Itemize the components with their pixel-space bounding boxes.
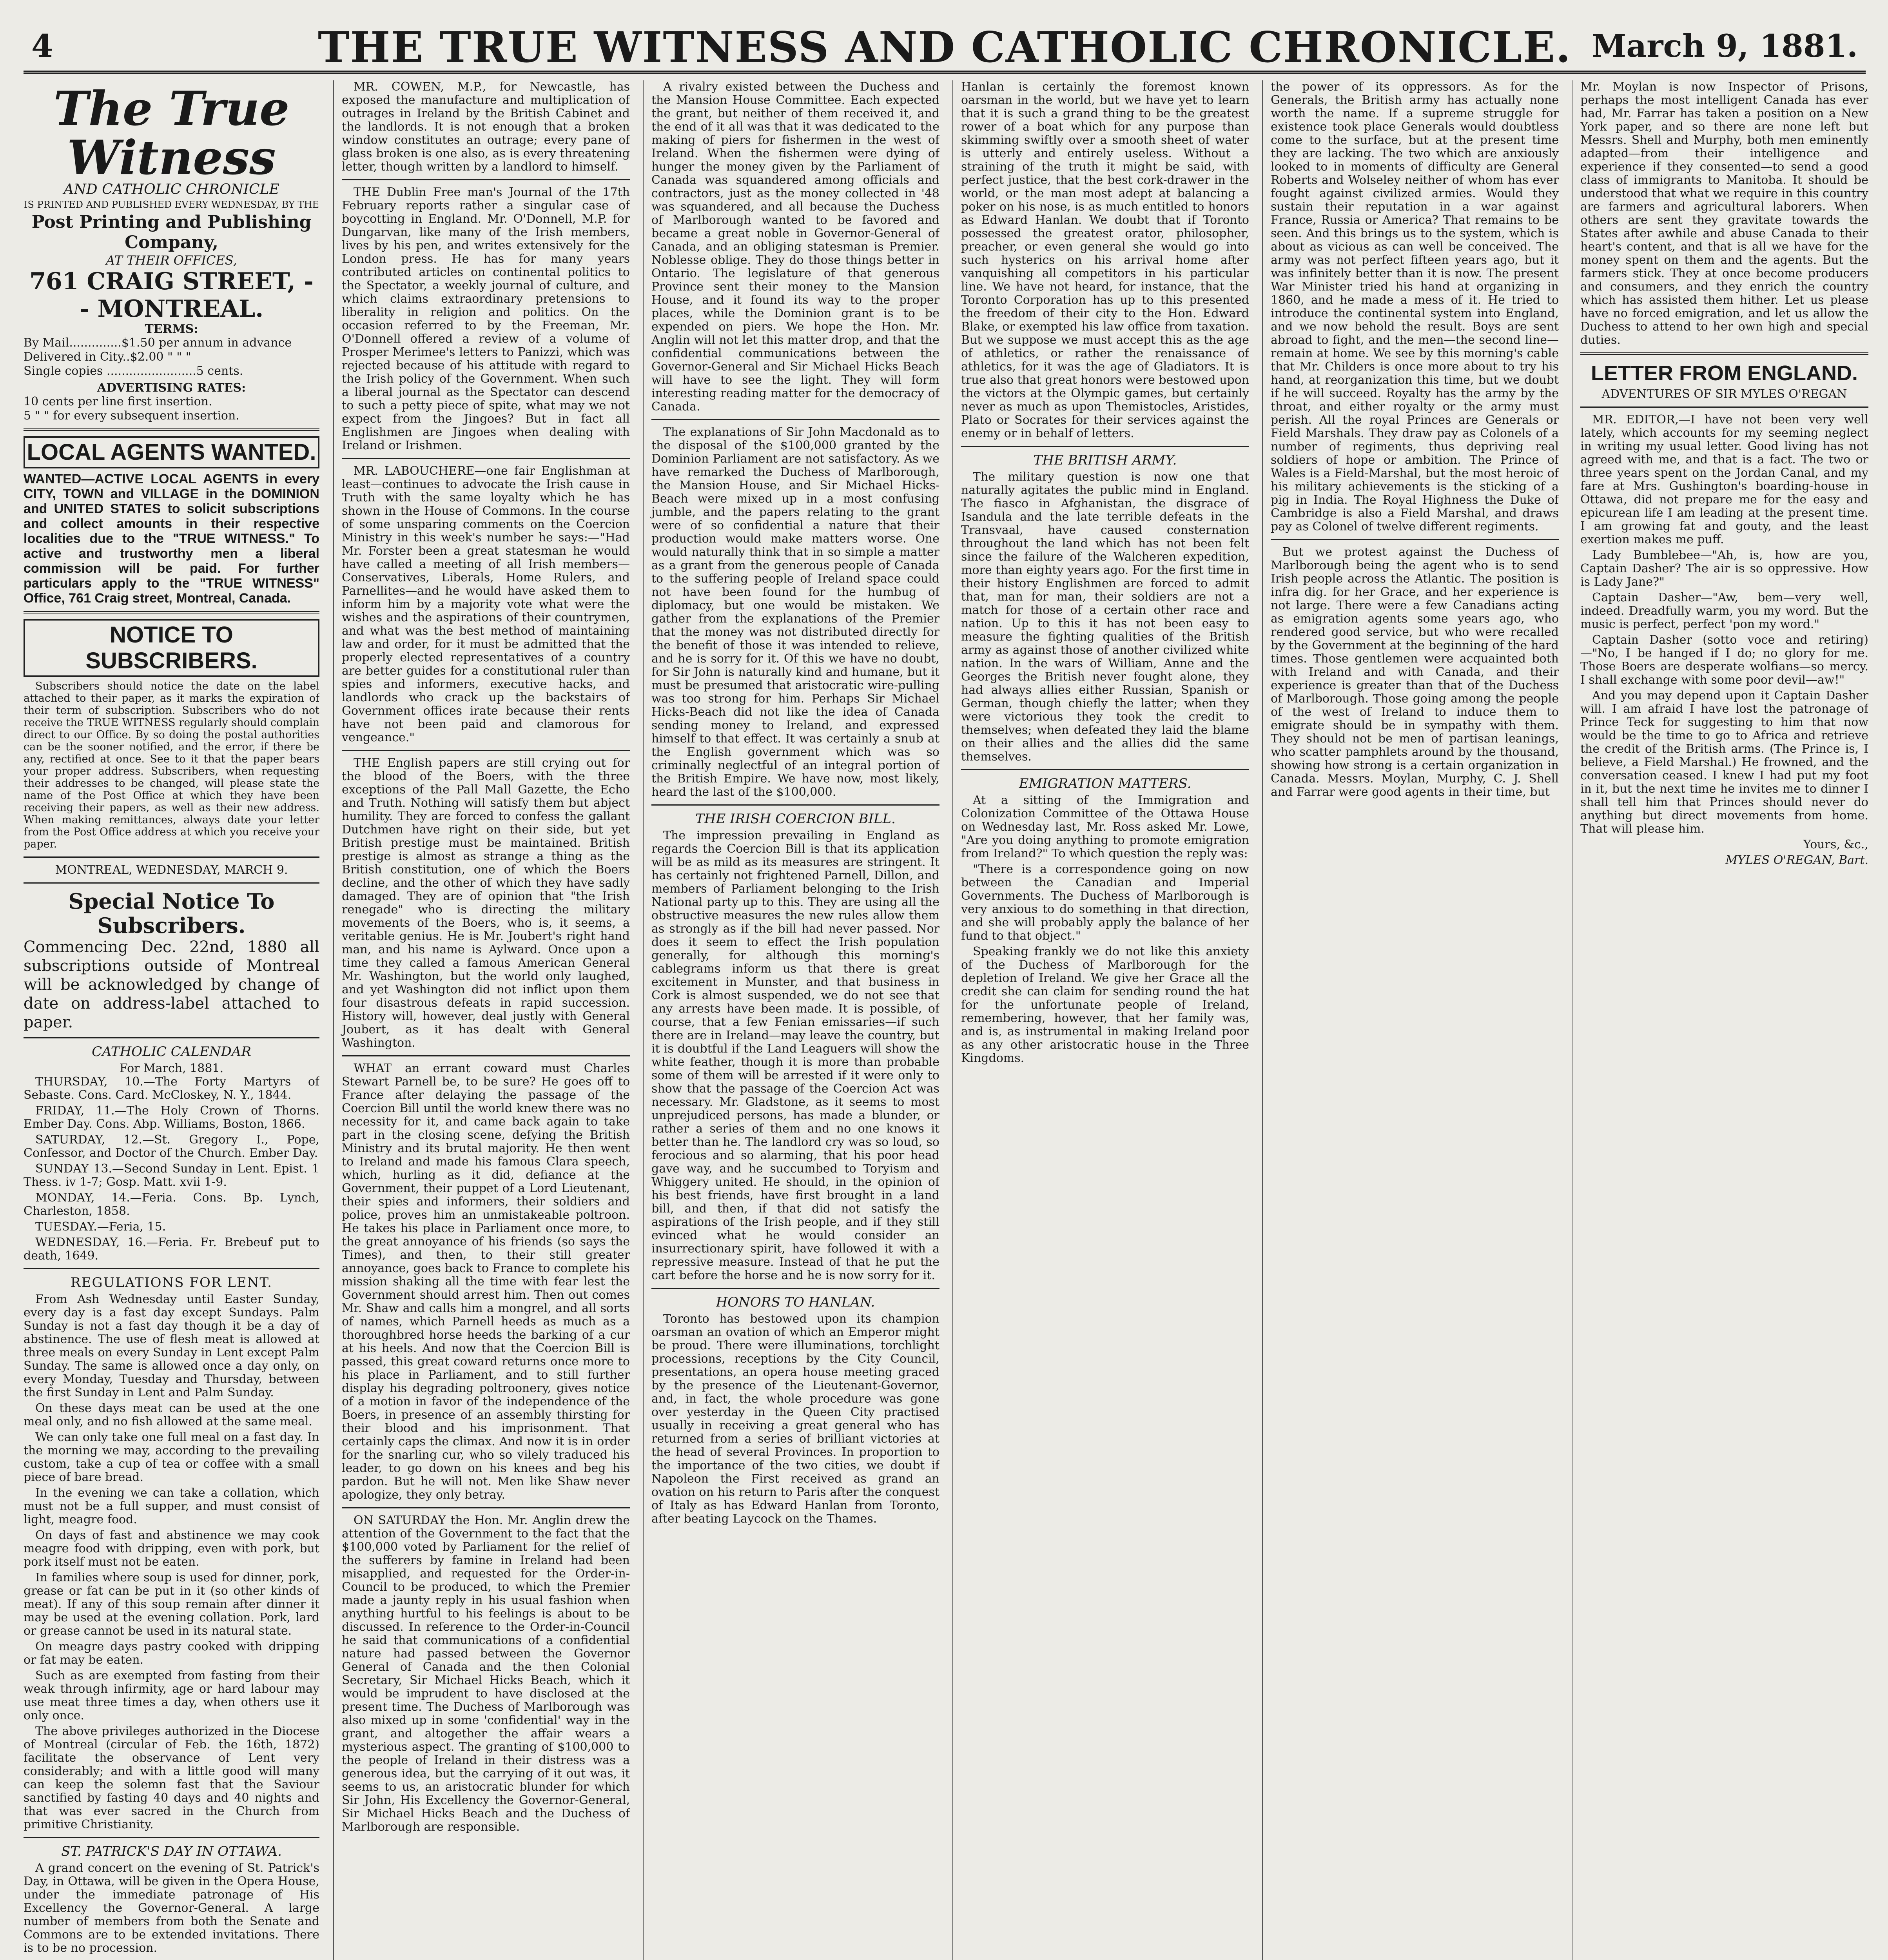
notice-text: Subscribers should notice the date on the label attached to their paper, as it marks the expiration of their term of subscription. Subscribers who do not receive the TRUE WITNESS regularly should complain direct to our Office. By so doing the postal authorities can be the sooner notified, and the error, if there be any, rectified at once. See to it that the paper bears your proper address. Subscribers, when requesting their addresses to be changed, will please state the name of the Post Office at which they have been receiving their papers, as well as their new address. When making remittances, always date your letter from the Post Office address at which you receive your paper.	[24, 680, 319, 850]
divider	[24, 856, 319, 858]
st-patricks-para: A grand concert on the evening of St. Patrick's Day, in Ottawa, will be given in the Opera House, under the immediate patronage of His Excellency the Governor-General. A large number of members from both the Senate and Commons are to be extended invitations. There is to be no procession.	[24, 1861, 319, 1955]
letter-para: MR. EDITOR,—I have not been very well lately, which accounts for my seeming neglect in writing my usual letter. Good living has not agreed with me, and that is a fact. The two or three years spent on the Jordan Canal, and my fare at Mrs. Gushington's boarding-house in Ottawa, did not prepare me for the easy and epicurean life I am leading at the present time. I am growing fat and gouty, and the least exertion makes me puff.	[1580, 413, 1868, 546]
article-para: A rivalry existed between the Duchess and the Mansion House Committee. Each expected the grant, but neither of them received it, and the end of it all was that it was dedicated to the making of piers for fishermen in the west of Ireland. When the fishermen were dying of hunger the money given by the Parliament of Canada was squandered among officials and contractors, just as the money collected in '48 was squandered, and all because the Duchess of Marlborough wanted to be favored and became a great noble in Governor-General of Canada, and an obliging statesman is Premier. Noblesse oblige. They do those things better in Ontario. The legislature of that generous Province sent their money to the Mansion House, and it found its way to the proper places, while the Dominion grant is to be expended on piers. We hope the Hon. Mr. Anglin will not let this matter drop, and that the confidential communications between the Governor-General and Sir Michael Hicks Beach will have to see the light. They will form interesting reading matter for the democracy of Canada.	[651, 80, 939, 414]
regulations-para: The above privileges authorized in the Diocese of Montreal (circular of Feb. the 16th, 1872) facilitate the observance of Lent very considerably; and with a little good will many can keep the solemn fast that the Saviour sanctified by fasting 40 days and 40 nights and that was ever sacred in the Church from primitive Christianity.	[24, 1724, 319, 1831]
column-1	[24, 80, 319, 1960]
local-agents-text: WANTED—ACTIVE LOCAL AGENTS in every CITY, TOWN and VILLAGE in the DOMINION and UNITED STATES to solicit subscriptions and collect amounts in their respective localities due to the "TRUE WITNESS." To active and trustworthy men a liberal commission will be paid. For further particulars apply to the "TRUE WITNESS" Office, 761 Craig street, Montreal, Canada.	[24, 472, 319, 606]
calendar-entry: MONDAY, 14.—Feria. Cons. Bp. Lynch, Charleston, 1858.	[24, 1191, 319, 1218]
columns	[24, 80, 1866, 1960]
letter-subheading: ADVENTURES OF SIR MYLES O'REGAN	[1601, 387, 1847, 401]
letter-signature: MYLES O'REGAN, Bart.	[1725, 853, 1868, 867]
article-para: The explanations of Sir John Macdonald as to the disposal of the $100,000 granted by the Dominion Parliament are not satisfactory. As we have remarked the Duchess of Marlborough, the Mansion House, and Sir Michael Hicks-Beach were mixed up in a most confusing jumble, and the papers relating to the grant were of so confidential a nature that their production would make matters worse. One would naturally think that in so simple a matter as a grant from the generous people of Canada to the suffering people of Ireland space could not have been found for the humbug of diplomacy, but one would be mistaken. We gather from the explanations of the Premier that the money was not distributed directly for the benefit of those it was intended to relieve, and he is sorry for it. Of this we have no doubt, for Sir John is naturally kind and humane, but it must be presumed that aristocratic wire-pulling was too strong for him. Perhaps Sir Michael Hicks-Beach did not like the idea of Canada sending money to Ireland, and expressed himself to that effect. It was certainly a snub at the English government which was so criminally neglectful of an integral portion of the British Empire. We have now, most likely, heard the last of the $100,000.	[651, 425, 939, 799]
masthead-offices: AT THEIR OFFICES,	[106, 253, 237, 268]
dateline: MONTREAL, WEDNESDAY, MARCH 9.	[55, 863, 288, 877]
calendar-entry: SUNDAY 13.—Second Sunday in Lent. Epist. 1 Thess. iv 1-7; Gosp. Matt. xvii 1-9.	[24, 1162, 319, 1189]
letter-para: Lady Bumblebee—"Ah, is, how are you, Captain Dasher? The air is so oppressive. How is Lady Jane?"	[1580, 548, 1868, 589]
divider	[1271, 539, 1559, 540]
calendar-entry: SATURDAY, 12.—St. Gregory I., Pope, Confessor, and Doctor of the Church. Ember Day.	[24, 1133, 319, 1160]
divider	[24, 1837, 319, 1838]
masthead-company: Post Printing and Publishing Company,	[31, 212, 312, 252]
divider	[961, 769, 1249, 770]
local-agents-heading: LOCAL AGENTS WANTED.	[24, 436, 319, 468]
adv-head: ADVERTISING RATES:	[97, 381, 246, 395]
terms-line: By Mail..............$1.50 per annum in advance	[24, 336, 292, 350]
divider	[24, 428, 319, 431]
adv-line: 10 cents per line first insertion.	[24, 395, 212, 408]
calendar-entry: THURSDAY, 10.—The Forty Martyrs of Sebaste. Cons. Card. McCloskey, N. Y., 1844.	[24, 1075, 319, 1102]
regulations-para: In families where soup is used for dinner, pork, grease or fat can be put in it (so other kinds of meat). If any of this soup remain after dinner it may be used at the evening collation. Pork, lard or grease cannot be used in its natural state.	[24, 1571, 319, 1638]
emigration-heading: EMIGRATION MATTERS.	[1019, 776, 1192, 791]
page-number: 4	[31, 27, 53, 64]
article-para: Speaking frankly we do not like this anxiety of the Duchess of Marlborough for the depletion of Ireland. We give her Grace all the credit she can claim for sending round the hat for the unfortunate people of Ireland, remembering, however, that her family was, and is, as instrumental in making Ireland poor as any other aristocratic house in the Three Kingdoms.	[961, 945, 1249, 1065]
letter-closing: Yours, &c.,	[1803, 838, 1868, 851]
article-para: "There is a correspondence going on now between the Canadian and Imperial Governments. The Duchess of Marlborough is very anxious to do something in that direction, and she will probably apply the balance of her fund to that object."	[961, 862, 1249, 943]
divider	[24, 611, 319, 613]
issue-date: March 9, 1881.	[1591, 27, 1858, 64]
column-6	[1572, 80, 1868, 1960]
column-4	[952, 80, 1249, 1960]
column-2	[333, 80, 630, 1960]
hanlan-heading: HONORS TO HANLAN.	[716, 1294, 875, 1310]
column-3	[643, 80, 939, 1960]
divider	[961, 446, 1249, 447]
special-notice-heading: Special Notice To Subscribers.	[68, 889, 275, 938]
calendar-entry: TUESDAY.—Feria, 15.	[35, 1220, 166, 1234]
article-para: the power of its oppressors. As for the Generals, the British army has actually none worth the name. If a supreme struggle for existence took place Generals would doubtless come to the surface, but at the present time they are lacking. The two which are anxiously looked to in moments of difficulty are General Roberts and Wolseley neither of whom has ever fought against civilized armies. Would they sustain their reputation in a war against France, Russia or America? That remains to be seen. And this brings us to the system, which is about as vicious as can well be conceived. The army was not perfect fifteen years ago, but it was infinitely better than it is now. The present War Minister tried his hand at organizing in 1860, and he made a mess of it. He tried to introduce the continental system into England, and we now behold the result. Boys are sent abroad to fight, and the men—the second line—remain at home. We see by this morning's cable that Mr. Childers is once more about to try his hand, at reorganization this time, but we doubt if he will succeed. Royalty has the army by the throat, and either royalty or the army must perish. All the royal Princes are Generals or Field Marshals. They draw pay as Colonels of a number of regiments, thus depriving real soldiers of hope or ambition. The Prince of Wales is a Field-Marshal, but the most heroic of his military achievements is the sticking of a pig in India. The Royal Highness the Duke of Cambridge is also a Field Marshal, and draws pay as Colonel of twelve different regiments.	[1271, 80, 1559, 534]
calendar-entry: WEDNESDAY, 16.—Feria. Fr. Brebeuf put to death, 1649.	[24, 1236, 319, 1263]
divider	[342, 750, 630, 751]
regulations-para: In the evening we can take a collation, which must not be a full supper, and must consist of light, meagre food.	[24, 1486, 319, 1526]
masthead-name: The True Witness	[53, 81, 290, 185]
regulations-para: On these days meat can be used at the one meal only, and no fish allowed at the same meal.	[24, 1401, 319, 1428]
page-header	[24, 16, 1866, 74]
column-5	[1262, 80, 1559, 1960]
divider	[342, 458, 630, 459]
british-army-heading: THE BRITISH ARMY.	[1033, 452, 1177, 468]
article-para: THE Dublin Free man's Journal of the 17th February reports rather a singular case of boycotting in England. Mr. O'Donnell, M.P. for Dungarvan, like many of the Irish members, lives by his pen, and writes extensively for the London press. He has for many years contributed articles on continental politics to the Spectator, a weekly journal of culture, and which claims extraordinary pretensions to liberality in religion and politics. On the occasion referred to by the Freeman, Mr. O'Donnell offered a review of a volume of Prosper Merimee's letters to Panizzi, which was rejected because of his attitude with regard to the Irish policy of the Government. When such a liberal journal as the Spectator can descend to such a petty piece of spite, what may we not expect from the Jingoes? But in fact all Englishmen are Jingoes when dealing with Ireland or Irishmen.	[342, 185, 630, 452]
masthead-subtitle: AND CATHOLIC CHRONICLE	[63, 181, 279, 198]
regulations-para: We can only take one full meal on a fast day. In the morning we may, according to the prevailing custom, take a cup of tea or coffee with a small piece of bare bread.	[24, 1430, 319, 1484]
terms-line: Single copies ........................5 cents.	[24, 364, 243, 378]
article-para: The impression prevailing in England as regards the Coercion Bill is that its application will be as mild as its measures are stringent. It has certainly not frightened Parnell, Dillon, and members of Parliament belonging to the Irish National party up to this. They are using all the obstructive measures the new rules allow them as strongly as if the bill had never passed. Nor does it seem to effect the Irish population generally, for although this morning's cablegrams inform us that there is great excitement in Munster, and that business in Cork is almost suspended, we do not see that any arrests have been made. It is possible, of course, that a few Fenian emissaries—if such there are in Ireland—may leave the country, but it is doubtful if the Land Leaguers will show the white feather, though it is more than probable some of them will be arrested if it were only to show that the passage of the Coercion Act was necessary. Mr. Gladstone, as it seems to most unprejudiced persons, has made a blunder, or rather a series of them and no one knows it better than he. The landlord cry was so loud, so ferocious and so alarming, that his poor head gave way, and he succumbed to Toryism and Whiggery united. He should, in the opinion of his best friends, have first brought in a land bill, and then, if that did not satisfy the aspirations of the Irish people, and if they still evinced what he would consider an insurrectionary spirit, have followed it with a repressive measure. Instead of that he put the cart before the horse and he is now sorry for it.	[651, 829, 939, 1282]
letter-para: Captain Dasher (sotto voce and retiring)—"No, I be hanged if I do; no glory for me. Those Boers are desperate wolfians—so mercy. I shall exchange with some poor devil—aw!"	[1580, 633, 1868, 687]
letter-para: Captain Dasher—"Aw, bem—very well, indeed. Dreadfully warm, you my word. But the music is perfect, perfect 'pon my word."	[1580, 591, 1868, 631]
divider	[1580, 407, 1868, 408]
notice-heading: NOTICE TO SUBSCRIBERS.	[24, 619, 319, 677]
divider	[24, 1268, 319, 1269]
coercion-bill-heading: THE IRISH COERCION BILL.	[695, 811, 896, 827]
letter-heading: LETTER FROM ENGLAND.	[1591, 361, 1858, 385]
article-para: Mr. Moylan is now Inspector of Prisons, perhaps the most intelligent Canada has ever had, Mr. Farrar has taken a position on a New York paper, and so there are none left but Messrs. Shell and Murphy, both men eminently adapted—from their intelligence and experience if they consented—to send a good class of immigrants to Manitoba. It should be understood that what we require in this country are farmers and agricultural laborers. When others are sent they gravitate towards the States after awhile and abuse Canada to their heart's content, and that is all we have for the money spent on them and the agents. But the farmers stick. They at once become producers and consumers, and they enrich the country which has assisted them hither. Let us please have no forced emigration, and let us allow the Duchess to attend to her own high and special duties.	[1580, 80, 1868, 347]
regulations-para: On meagre days pastry cooked with dripping or fat may be eaten.	[24, 1640, 319, 1667]
divider	[342, 179, 630, 180]
calendar-entry: FRIDAY, 11.—The Holy Crown of Thorns. Ember Day. Cons. Abp. Williams, Boston, 1866.	[24, 1104, 319, 1131]
regulations-heading: REGULATIONS FOR LENT.	[71, 1275, 272, 1290]
calendar-heading: CATHOLIC CALENDAR	[92, 1044, 251, 1060]
newspaper-title: THE TRUE WITNESS AND CATHOLIC CHRONICLE.	[318, 23, 1571, 72]
letter-para: And you may depend upon it Captain Dasher will. I am afraid I have lost the patronage of Prince Teck for suggesting to him that now would be the time to go to Africa and retrieve the credit of the British arms. (The Prince is, I believe, a Field Marshal.) He frowned, and the conversation ceased. I knew I had put my foot in it, but the next time he invites me to dinner I shall tell him that Princes should never do anything but direct movements from home. That will please him.	[1580, 689, 1868, 836]
divider	[651, 804, 939, 806]
article-para: The military question is now one that naturally agitates the public mind in England. The fiasco in Afghanistan, the disgrace of Isandula and the late terrible defeats in the Transvaal, have caused consternation throughout the land which has not been felt since the failure of the Walcheren expedition, more than eighty years ago. For the first time in their history Englishmen are forced to admit that, man for man, their soldiers are not a match for those of a certain other race and nation. Up to this it has not been easy to measure the fighting qualities of the British army as against those of another civilized white nation. In the wars of William, Anne and the Georges the British never fought alone, they had always allies either Russian, Spanish or German, though chiefly the latter; when they were victorious they took the credit to themselves; when defeated they laid the blame on their allies and the allies did the same themselves.	[961, 470, 1249, 764]
article-para: THE English papers are still crying out for the blood of the Boers, with the three exceptions of the Pall Mall Gazette, the Echo and Truth. Nothing will satisfy them but abject humility. They are forced to confess the gallant Dutchmen have right on their side, but yet British prestige must be maintained. British prestige is almost as strange a thing as the British constitution, one of which the Boers decline, and the other of which they have sadly damaged. They are of opinion that "the Irish renegade" who is directing the military movements of the Boers, who is, it seems, a veritable genius. He is Mr. Joubert's right hand man, and his name is Aylward. Once upon a time they called a famous American General Mr. Washington, but the world only laughed, and yet Washington did not inflict upon them four disastrous defeats in rapid succession. History will, however, deal justly with General Joubert, as it has dealt with General Washington.	[342, 756, 630, 1050]
regulations-para: Such as are exempted from fasting from their weak through infirmity, age or hard labour may use meat three times a day, when others use it only once.	[24, 1669, 319, 1722]
calendar-sub: For March, 1881.	[119, 1062, 224, 1075]
adv-line: 5 " " for every subsequent insertion.	[24, 409, 239, 423]
masthead-address: 761 CRAIG STREET, - - MONTREAL.	[29, 268, 314, 323]
article-para: ON SATURDAY the Hon. Mr. Anglin drew the attention of the Government to the fact that the $100,000 voted by Parliament for the relief of the sufferers by famine in Ireland had been misapplied, and requested for the Order-in-Council to be produced, to which the Premier made a jaunty reply in his usual fashion when anything hurtful to his feelings is about to be discussed. In reference to the Order-in-Council he said that communications of a confidential nature had passed between the Governor General of Canada and the then Colonial Secretary, Sir Michael Hicks Beach, which it would be imprudent to have disclosed at the present time. The Duchess of Marlborough was also mixed up in some 'confidential' way in the grant, and altogether the affair wears a mysterious aspect. The granting of $100,000 to the people of Ireland in their distress was a generous idea, but the carrying of it out was, it seems to us, an aristocratic blunder for which Sir John, His Excellency the Governor-General, Sir Michael Hicks Beach and the Duchess of Marlborough are responsible.	[342, 1514, 630, 1834]
terms-head: TERMS:	[145, 322, 198, 336]
article-para: At a sitting of the Immigration and Colonization Committee of the Ottawa House on Wednesday last, Mr. Ross asked Mr. Lowe, "Are you doing anything to promote emigration from Ireland?" To which question the reply was:	[961, 793, 1249, 860]
divider	[651, 1288, 939, 1289]
divider	[651, 419, 939, 420]
article-para: Toronto has bestowed upon its champion oarsman an ovation of which an Emperor might be proud. There were illuminations, torchlight processions, receptions by the City Council, presentations, an opera house meeting graced by the presence of the Lieutenant-Governor, and, in fact, the whole procedure was gone over yesterday in the Queen City practised usually in receiving a great general who has returned from a series of brilliant victories at the head of several Provinces. In proportion to the importance of the two cities, we doubt if Napoleon the First received as grand an ovation on his return to Paris after the conquest of Italy as has Edward Hanlan from Toronto, after beating Laycock on the Thames.	[651, 1312, 939, 1526]
divider	[1580, 352, 1868, 355]
regulations-para: On days of fast and abstinence we may cook meagre food with dripping, even with pork, but pork itself must not be eaten.	[24, 1528, 319, 1569]
st-patricks-heading: ST. PATRICK'S DAY IN OTTAWA.	[61, 1844, 282, 1859]
terms-line: Delivered in City..$2.00 " " "	[24, 350, 191, 364]
divider	[342, 1507, 630, 1508]
divider	[24, 882, 319, 884]
masthead-printed: IS PRINTED AND PUBLISHED EVERY WEDNESDAY, BY THE	[24, 199, 319, 210]
article-para: But we protest against the Duchess of Marlborough being the agent who is to send Irish people across the Atlantic. The position is infra dig. for her Grace, and her experience is not large. There were a few Canadians acting as emigration agents some years ago, who rendered good service, but who were recalled by the Government at the beginning of the hard times. Those gentlemen were acquainted both with Ireland and with Canada, and their experience is greater than that of the Duchess of Marlborough. Those going among the people of the west of Ireland to induce them to emigrate should be in sympathy with them. They should not be men of partisan leanings, who scatter pamphlets around by the thousand, showing how strong is a certain organization in Canada. Messrs. Moylan, Murphy, C. J. Shell and Farrar were good agents in their time, but	[1271, 545, 1559, 799]
regulations-para: From Ash Wednesday until Easter Sunday, every day is a fast day except Sundays. Palm Sunday is not a fast day though it be a day of abstinence. The use of flesh meat is allowed at three meals on every Sunday in Lent except Palm Sunday. The same is allowed once a day only, on every Monday, Tuesday and Thursday, between the first Sunday in Lent and Palm Sunday.	[24, 1292, 319, 1399]
article-para: WHAT an errant coward must Charles Stewart Parnell be, to be sure? He goes off to France after delaying the passage of the Coercion Bill until the world knew there was no necessity for it, and came back again to take part in the closing scene, defying the British Ministry and its brutal majority. He then went to Ireland and made his famous Clara speech, which, hurling as it did, defiance at the Government, their puppet of a Lord Lieutenant, their spies and informers, their soldiers and police, proves him an unmistakeable poltroon. He takes his place in Parliament once more, to the great annoyance of his friends (so says the Times), and then, to their still greater annoyance, goes back to France to complete his mission shaking all the time with fear lest the Government should arrest him. Then out comes Mr. Shaw and calls him a mongrel, and all sorts of names, which Parnell heeds as much as a thoroughbred horse heeds the barking of a cur at his heels. And now that the Coercion Bill is passed, this great coward returns once more to his place in Parliament, and to still further display his degrading poltroonery, gives notice of a motion in favor of the independence of the Boers, in presence of an assembly thirsting for their blood and his imprisonment. That certainly caps the climax. And now it is in order for the snarling cur, who so vilely traduced his leader, to go down on his knees and beg his pardon. But he will not. Men like Shaw never apologize, they only betray.	[342, 1062, 630, 1502]
divider	[24, 1037, 319, 1038]
article-para: MR. LABOUCHERE—one fair Englishman at least—continues to advocate the Irish cause in Truth with the same loyalty which he has shown in the House of Commons. In the course of some unsparing comments on the Coercion Ministry in this week's number he says:—"Had Mr. Forster been a great statesman he would have called a meeting of all Irish members—Conservatives, Liberals, Home Rulers, and Parnellites—and he would have asked them to inform him by a majority vote what were the wishes and the aspirations of their countrymen, and what was the best method of maintaining law and order, for it must be admitted that the properly elected representatives of a country are better guides for a constitutional ruler than spies and informers, executive hacks, and landlords who crack up the backstairs of Government offices irate because their rents have not been paid and clamorous for vengeance."	[342, 464, 630, 744]
special-notice-text: Commencing Dec. 22nd, 1880 all subscriptions outside of Montreal will be acknowledged by change of date on address-label attached to paper.	[24, 938, 319, 1031]
divider	[342, 1055, 630, 1056]
article-para: MR. COWEN, M.P., for Newcastle, has exposed the manufacture and multiplication of outrages in Ireland by the British Cabinet and the landlords. It is not enough that a broken window constitutes an outrage; every pane of glass broken is one also, as is every threatening letter, though written by a landlord to himself.	[342, 80, 630, 174]
article-para: Hanlan is certainly the foremost known oarsman in the world, but we have yet to learn that it is such a grand thing to be the greatest rower of a boat which for any purpose than skimming swiftly over a smooth sheet of water is utterly and entirely useless. Without a straining of the truth it might be said, with perfect justice, that the best cork-drawer in the world, or the man most adept at balancing a poker on his nose, is as much entitled to honors as Edward Hanlan. We doubt that if Toronto possessed the greatest orator, philosopher, preacher, or even general she would go into such hysterics on his arrival home after vanquishing all competitors in his particular line. We have not heard, for instance, that the Toronto Corporation has up to this presented the freedom of their city to the Hon. Edward Blake, or exempted his law office from taxation. But we suppose we must accept this as the age of athletics, or rather the renaissance of athletics, for it was the age of Gladiators. It is true also that great honors were bestowed upon the victors at the Olympic games, but certainly never as much as upon Themistocles, Aristides, Plato or Socrates for their services against the enemy or in behalf of letters.	[961, 80, 1249, 440]
